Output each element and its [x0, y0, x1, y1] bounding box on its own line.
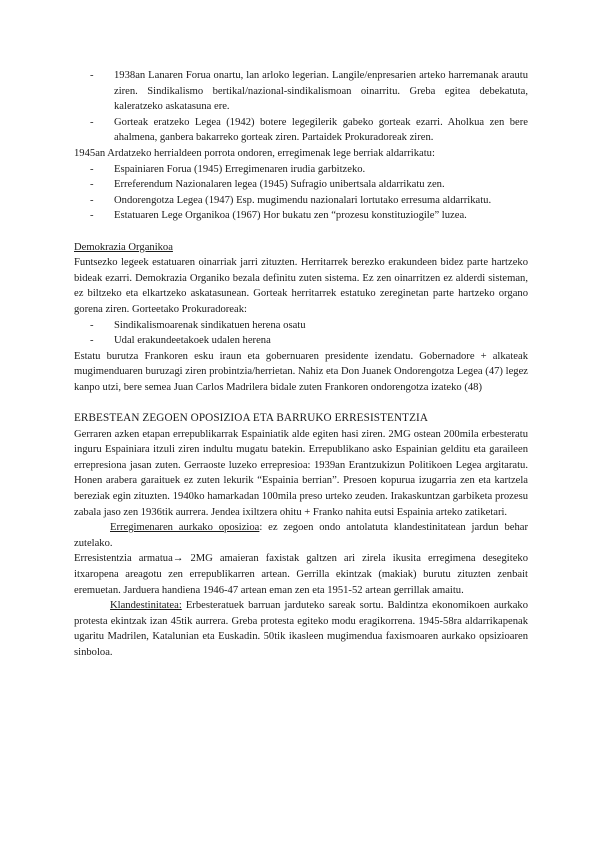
intro-1945: 1945an Ardatzeko herrialdeen porrota ondoren, erregimenak lege berriak aldarrikatu: [74, 147, 435, 159]
bullet-dash: - [90, 319, 94, 331]
bullet-dash: - [90, 335, 94, 347]
list-item-text: Sindikalismoarenak sindikatuen herena osatu [114, 319, 306, 331]
list-item [74, 193, 528, 209]
list-item-text: Erreferendum Nazionalaren legea (1945) Sufragio unibertsala aldarrikatu zen. [114, 179, 445, 191]
subheading-aurkako-oposizioa: Erregimenaren aurkako oposizioa [110, 522, 260, 534]
list-item-text: Udal erakundeetakoek udalen herena [114, 335, 271, 347]
list-item [74, 162, 528, 178]
document-body [74, 68, 528, 661]
list-item [74, 177, 528, 193]
section-heading-demokrazia: Demokrazia Organikoa [74, 241, 173, 253]
list-item [74, 68, 528, 115]
list-item-text: Estatuaren Lege Organikoa (1967) Hor bukatu zen “prozesu konstituziogile” luzea. [114, 210, 467, 222]
list-item-text: Gorteak eratzeko Legea (1942) botere legegilerik gabeko gorteak ezarri. Aholkua zen bere ahalmena, ganbera bakarreko gorteak ziren. Partaidek Prokuradoreak ziren. [114, 116, 528, 144]
list-item [74, 318, 528, 334]
list-item [74, 208, 528, 224]
spacer [74, 224, 528, 240]
bullet-dash: - [90, 179, 94, 191]
paragraph-estatu-burutza: Estatu burutza Frankoren esku iraun eta gobernuaren presidente izendatu. Gobernadore + alkateak mugimenduaren buruzagi ziren probintzia/herrietan. Nahiz eta Don Juanek Ondorengotza Legea (47) legez kanpo utzi, bere semea Juan Carlos Madrilera bidale zuten Frankoren ondorengotza izateko (48) [74, 350, 528, 393]
list-item-text: Ondorengotza Legea (1947) Esp. mugimendu nazionalari lortutako erresuma aldarrikatu. [114, 194, 492, 206]
subheading-text: : ez zegoen ondo antolatuta klandestinitatean jardun behar zutelako. [74, 522, 528, 549]
list-item [74, 115, 528, 146]
list-item-text: 1938an Lanaren Forua onartu, lan arloko legerian. Langile/enpresarien arteko harremanak arautu ziren. Sindikalismo bertikal/nazional-sindikalismoan oinarritu. Greba egitea debekatuta, kaleratzeko askatasuna ere. [114, 70, 528, 113]
bullet-dash: - [90, 116, 94, 128]
list-item-text: Espainiaren Forua (1945) Erregimenaren irudia garbitzeko. [114, 163, 366, 175]
list-item [74, 333, 528, 349]
subheading-text: Erbesteratuek barruan jarduteko sareak sortu. Baldintza ekonomikoen aurkako protesta ekintzak izan 45tik aurrera. Greba protesta egiteko modu eragikorrena. 1945-58ra aldarrikapenak ugaritu Madrilen, Katalunian eta Euskadin. 50tik ikasleen mugimendua faxismoaren aurkako opsizioaren sinboloa. [74, 600, 528, 658]
paragraph-klandestinitatea [74, 598, 528, 660]
bullet-dash: - [90, 163, 94, 175]
subheading-klandestinitatea: Klandestinitatea: [110, 600, 182, 612]
bullet-dash: - [90, 210, 94, 222]
paragraph-erresistentzia: Erresistentzia armatua→ 2MG amaieran faxistak galtzen ari zirela ikusita erregimena desegiteko itxaropena areagotu zen errepublikarren artean. Gerrilla ekintzak (makiak) burutu zituzten zenbait eremuetan. Jarduera handiena 1946-47 artean eman zen eta 1951-52 artean gerrillak amaitu. [74, 553, 528, 596]
paragraph-gerraren-azken: Gerraren azken etapan errepublikarrak Espainiatik alde egiten hasi ziren. 2MG ostean 200mila erbesteratu inguru Espainiara itzuli ziren indultu mugatu batekin. Errepublikano asko Espainian gelditu eta garaileen errepresiona jasan zuten. Gerraoste luzeko errepresioa: 1939an Erantzukizun Politikoen Legea argitaratu. Honen arabera garaituek ez zuten lekurik “Espainia berrian”. Presoen kopurua izugarria zen eta kartzela bereziak egin zituzten. 1940ko hamarkadan 100mila preso urteko zeuden. Irakaskuntzan garbiketa prozesu zabala jaso zen 1936tik aurrera. Jendea ixiltzera ohitu + Franko nahita eutsi Espainia arteko zatiketari. [74, 428, 528, 518]
bullet-dash: - [90, 70, 94, 81]
paragraph-demokrazia: Funtsezko legeek estatuaren oinarriak jarri zituzten. Herritarrek berezko erakundeen bidez parte hartzeko bideak ezarri. Demokrazia Organiko bezala definitu zuten sistema. Ez zen oinarritzen ez alderdi sisteman, ez biltzeko eta elkartzeko askatasunean. Gorteak herritarrek estatuko zereginetan parte hartzeko organo gorena ziren. Gorteetako Prokuradoreak: [74, 257, 528, 315]
bullet-dash: - [90, 194, 94, 206]
spacer [74, 395, 528, 411]
paragraph-oposizioa-sub [74, 520, 528, 551]
section-heading-oposizioa: ERBESTEAN ZEGOEN OPOSIZIOA ETA BARRUKO ERRESISTENTZIA [74, 412, 429, 425]
